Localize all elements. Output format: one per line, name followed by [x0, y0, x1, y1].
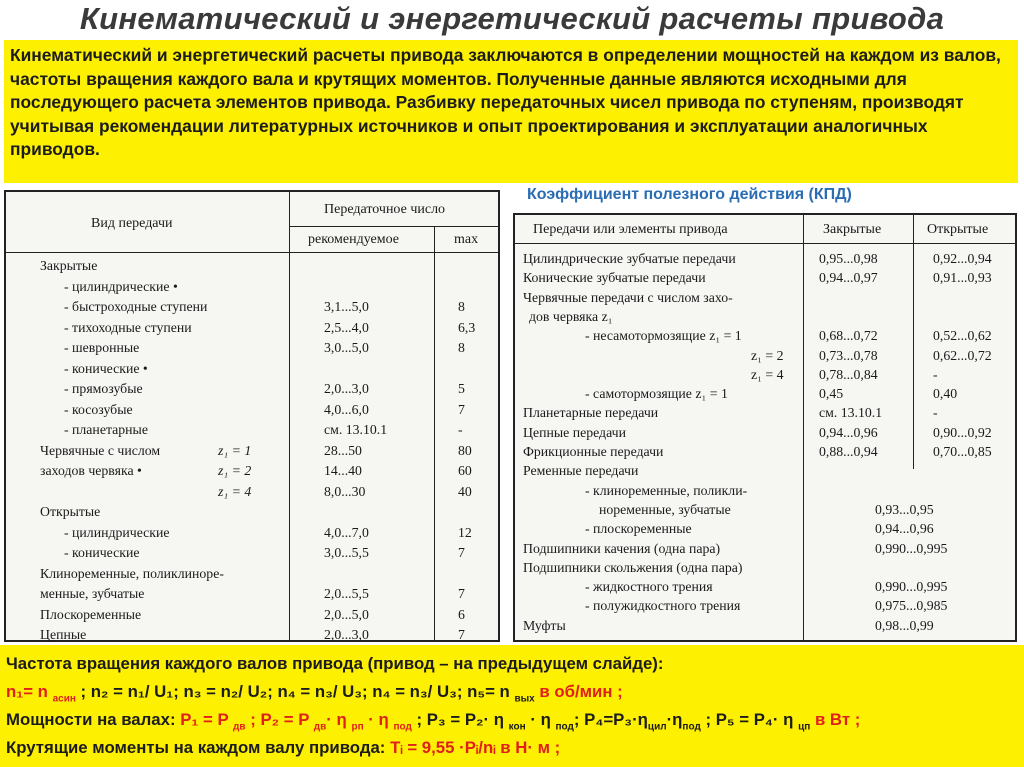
gear-row-name: - конические [64, 545, 140, 560]
gear-row-recommended: 14...40 [324, 463, 362, 478]
col-header-ratio: Передаточное число [324, 202, 446, 217]
efficiency-row-name: - плоскоременные [585, 521, 692, 537]
gear-row-recommended: 3,1...5,0 [324, 299, 369, 314]
gear-row-recommended: 3,0...5,0 [324, 340, 369, 355]
efficiency-row-open: 0,62...0,72 [933, 347, 992, 363]
gear-row-recommended: 4,0...6,0 [324, 401, 369, 417]
efficiency-row-closed: 0,94...0,97 [819, 270, 878, 286]
gear-row-recommended: 3,0...5,5 [324, 545, 369, 560]
gear-row-max: 7 [458, 586, 465, 601]
gear-row-max: 60 [458, 463, 472, 478]
efficiency-row-name: z₁ = 4 [751, 366, 784, 382]
gear-row-max: 7 [458, 545, 465, 560]
efficiency-row-name: Муфты [523, 617, 566, 633]
gear-row-recommended: 2,0...5,5 [324, 586, 369, 601]
efficiency-row-name: ноременные, зубчатые [599, 501, 731, 517]
efficiency-row-value: 0,93...0,95 [875, 501, 934, 517]
efficiency-row-open: - [933, 405, 938, 421]
gear-row-name: - шевронные [64, 340, 140, 355]
efficiency-row-name: Подшипники скольжения (одна пара) [523, 559, 743, 575]
efficiency-row-name: Конические зубчатые передачи [523, 270, 706, 286]
gear-row-name: менные, зубчатые [40, 586, 145, 601]
gear-row-name: Закрытые [40, 258, 98, 273]
gear-row-max: 40 [458, 483, 472, 499]
col-header-closed: Закрытые [823, 222, 882, 237]
gear-row-name: Клиноременные, поликлиноре- [40, 565, 224, 581]
gear-row-max: 7 [458, 401, 465, 417]
col-header-type: Вид передачи [91, 216, 173, 231]
efficiency-row-name: Цилиндрические зубчатые передачи [523, 251, 736, 266]
efficiency-row-closed: 0,94...0,96 [819, 424, 878, 440]
gear-row-recommended: 8,0...30 [324, 483, 366, 499]
gear-row-max: 6,3 [458, 319, 476, 335]
efficiency-row-name: Червячные передачи с числом захо- [523, 289, 733, 305]
efficiency-row-name: - полужидкостного трения [585, 598, 741, 614]
gear-row-name: Плоскоременные [40, 606, 142, 622]
efficiency-row-value: 0,990...0,995 [875, 579, 948, 595]
efficiency-row-closed: 0,88...0,94 [819, 444, 878, 459]
efficiency-row-value: 0,975...0,985 [875, 598, 948, 614]
efficiency-row-closed: 0,78...0,84 [819, 366, 878, 382]
efficiency-row-name: - несамотормозящие z₁ = 1 [585, 328, 742, 344]
efficiency-row-closed: 0,73...0,78 [819, 347, 878, 363]
efficiency-row-open: 0,92...0,94 [933, 251, 992, 266]
formulas-block [0, 645, 1024, 767]
gear-row-z: z₁ = 1 [218, 442, 252, 458]
efficiency-row-name: Фрикционные передачи [523, 444, 664, 459]
efficiency-row-name: Ременные передачи [523, 463, 639, 479]
rotation-formula: n₁= n $_{асин}$ ; n₂ = n₁/ U₁; n₃ = n₂/ U₂; n₄ = n₃/ U₃; n₄ = n₃/ U₃; n₅= n $_{вых}$ в об/мин ; [6, 682, 623, 705]
efficiency-table [513, 213, 1017, 642]
efficiency-row-name: - жидкостного трения [585, 579, 713, 595]
gear-row-name: Открытые [40, 504, 101, 519]
efficiency-row-value: 0,990...0,995 [875, 540, 948, 556]
gear-row-name: - цилиндрические • [64, 278, 178, 294]
gear-row-name: - цилиндрические [64, 524, 170, 540]
gear-row-z: z₁ = 2 [218, 463, 252, 478]
torque-formula: Крутящие моменты на каждом валу привода: Tᵢ = 9,55 ·Pᵢ/nᵢ в Н· м ; [6, 738, 561, 757]
power-formula: Мощности на валах: P₁ = P $_{дв}$ ; P₂ = P $_{дв}$· η $_{рп}$ · η $_{под}$ ; P₃ = P₂· η $_{кон}$ · η $_{под}$; $P_4=P_3\cdot\eta_{цил}\cdot\eta_{под}$ ; P₅ = P₄· η $_{цп}$ в Вт ; [6, 710, 861, 733]
gear-row-recommended: см. 13.10.1 [324, 422, 388, 437]
gear-row-name: - конические • [64, 360, 148, 376]
gear-row-recommended: 28...50 [324, 442, 362, 458]
efficiency-row-value: 0,94...0,96 [875, 521, 934, 537]
efficiency-row-closed: 0,68...0,72 [819, 328, 878, 344]
kpd-title: Коэффициент полезного действия (КПД) [527, 186, 852, 203]
gear-row-recommended: 2,0...3,0 [324, 627, 369, 642]
gear-row-max: 80 [458, 442, 472, 458]
col-header-max: max [454, 232, 479, 247]
gear-row-name: - прямозубые [64, 381, 143, 396]
efficiency-row-closed: см. 13.10.1 [819, 405, 883, 421]
efficiency-row-name: Цепные передачи [523, 424, 626, 440]
gear-row-max: 8 [458, 299, 465, 314]
efficiency-row-name: z₁ = 2 [751, 347, 784, 363]
gear-row-recommended: 2,5...4,0 [324, 319, 369, 335]
gear-row-recommended: 2,0...3,0 [324, 381, 369, 396]
gear-row-z: z₁ = 4 [218, 483, 252, 499]
gear-row-max: - [458, 422, 463, 437]
efficiency-row-name: дов червяка z₁ [529, 308, 613, 324]
gear-row-name: Червячные с числом [40, 442, 161, 458]
col-header-element: Передачи или элементы привода [533, 222, 728, 237]
gear-row-name: заходов червяка • [40, 463, 142, 478]
efficiency-row-open: - [933, 366, 938, 382]
rotation-heading: Частота вращения каждого валов привода (привод – на предыдущем слайде): [6, 654, 664, 673]
page-title: Кинематический и энергетический расчеты привода [79, 1, 945, 36]
col-header-recommended: рекомендуемое [308, 232, 399, 247]
gear-ratio-table [4, 190, 500, 642]
efficiency-row-name: - клиноременные, поликли- [585, 482, 748, 498]
efficiency-row-closed: 0,45 [819, 386, 844, 402]
gear-row-name: - тихоходные ступени [64, 319, 192, 335]
efficiency-row-name: Подшипники качения (одна пара) [523, 540, 721, 556]
efficiency-row-open: 0,52...0,62 [933, 328, 992, 344]
gear-row-max: 5 [458, 381, 465, 396]
efficiency-row-name: - самотормозящие z₁ = 1 [585, 386, 728, 402]
efficiency-row-open: 0,91...0,93 [933, 270, 992, 286]
efficiency-row-open: 0,70...0,85 [933, 444, 992, 459]
efficiency-row-open: 0,90...0,92 [933, 424, 992, 440]
gear-row-name: Цепные [40, 627, 87, 642]
gear-row-name: - быстроходные ступени [64, 299, 208, 314]
gear-row-recommended: 2,0...5,0 [324, 606, 369, 622]
efficiency-row-closed: 0,95...0,98 [819, 251, 878, 266]
intro-paragraph: Кинематический и энергетический расчеты привода заключаются в определении мощностей на каждом из валов, частоты вращения каждого вала и крутящих моментов. Полученные данные являются исходными для последующего расчета элементов привода. Разбивку передаточных чисел привода по ступеням, производят учитывая рекомендации литературных источников и опыт проектирования и эксплуатации аналогичных приводов. [4, 40, 1018, 183]
col-header-open: Открытые [927, 222, 989, 237]
gear-row-max: 12 [458, 524, 472, 540]
efficiency-row-value: 0,98...0,99 [875, 617, 934, 633]
gear-row-name: - планетарные [64, 422, 148, 437]
gear-row-max: 6 [458, 606, 465, 622]
gear-row-max: 7 [458, 627, 465, 642]
gear-row-name: - косозубые [64, 401, 133, 417]
gear-row-recommended: 4,0...7,0 [324, 524, 369, 540]
efficiency-row-name: Планетарные передачи [523, 405, 659, 421]
gear-row-max: 8 [458, 340, 465, 355]
efficiency-row-open: 0,40 [933, 386, 958, 402]
